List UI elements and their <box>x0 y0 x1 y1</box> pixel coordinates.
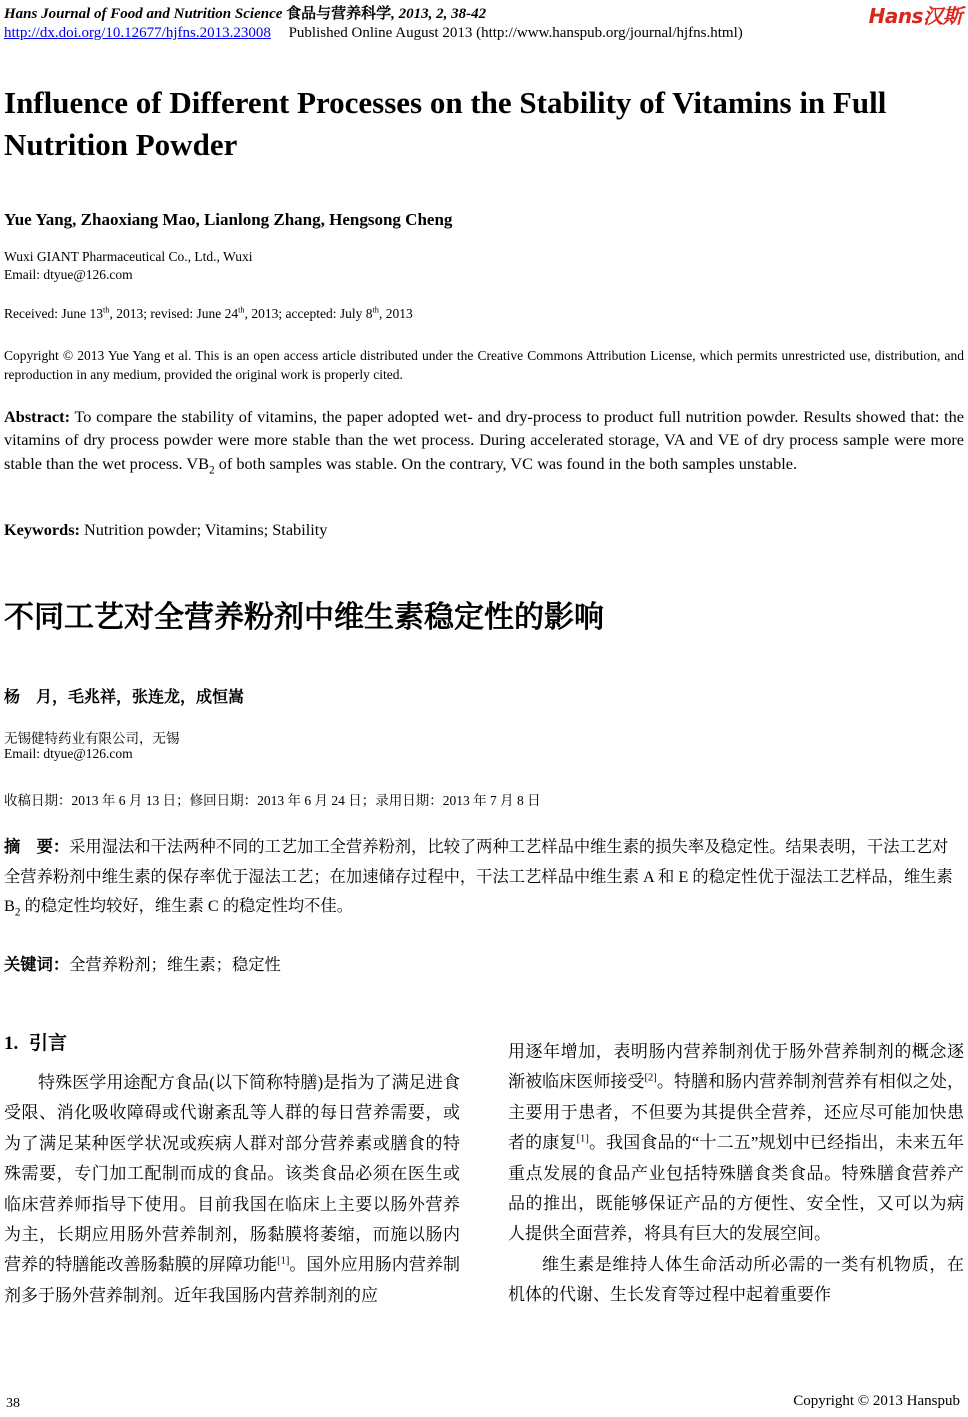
abstract-cn-text: 采用湿法和干法两种不同的工艺加工全营养粉剂，比较了两种工艺样品中维生素的损失率及稳定性。结果表明，干法工艺对全营养粉剂中维生素的保存率优于湿法工艺；在加速储存过程中，干法工艺样品中维生素 A 和 E 的稳定性优于湿法工艺样品，维生素 B <box>4 837 953 915</box>
abstract-cn <box>4 832 964 921</box>
revised-text: , 2013; revised: June 24 <box>109 306 239 321</box>
keywords-cn-text: 全营养粉剂；维生素；稳定性 <box>69 955 281 974</box>
paper-title-cn: 不同工艺对全营养粉剂中维生素稳定性的影响 <box>4 600 604 635</box>
abstract-text-end: of both samples was stable. On the contrary, VC was found in the both samples unstable. <box>214 453 798 473</box>
paragraph-text: 。我国食品的“十二五”规划中已经指出，未来五年重点发展的食品产业包括特殊膳食类食品。特殊膳食营养产品的推出，既能够保证产品的方便性、安全性，又可以为病人提供全面营养，将具有巨大的发展空间。 <box>508 1133 965 1244</box>
authors-cn: 杨 月，毛兆祥，张连龙，成恒嵩 <box>4 687 245 706</box>
email-en: Email: dtyue@126.com <box>4 267 133 282</box>
paragraph-text: 特殊医学用途配方食品(以下简称特膳)是指为了满足进食受限、消化吸收障碍或代谢紊乱等人群的每日营养需要，或为了满足某种医学状况或疾病人群对部分营养素或膳食的特殊需要，专门加工配制而成的食品。该类食品必须在医生或临床营养师指导下使用。目前我国在临床上主要以肠外营养为主，长期应用肠外营养制剂，肠黏膜将萎缩，而施以肠内营养的特膳能改善肠黏膜的屏障功能 <box>4 1073 460 1275</box>
ordinal-suffix: th <box>372 305 379 315</box>
published-online: Published Online August 2013 (http://www.hanspub.org/journal/hjfns.html) <box>288 25 743 41</box>
paper-title-en: Influence of Different Processes on the Stability of Vitamins in Full Nutrition Powder <box>4 85 887 162</box>
journal-citation: , 2013, 2, 38-42 <box>391 6 487 22</box>
affiliation-cn: 无锡健特药业有限公司，无锡 <box>4 731 180 746</box>
year-text: , 2013 <box>378 306 413 321</box>
received-dates-cn: 收稿日期：2013 年 6 月 13 日；修回日期：2013 年 6 月 24 日；录用日期：2013 年 7 月 8 日 <box>4 793 541 808</box>
ordinal-suffix: th <box>102 305 110 315</box>
keywords-en <box>4 520 327 540</box>
paragraph-text: 用逐年增加，表明肠内营养制剂优于肠外营养制剂的概念逐渐被临床医师接受 <box>508 1042 964 1092</box>
received-text: Received: June 13 <box>4 306 103 321</box>
journal-name-cn: 食品与营养科学 <box>286 6 392 22</box>
section-heading <box>4 1028 67 1055</box>
ordinal-suffix: th <box>238 305 245 315</box>
paragraph-text: 。国外应用肠内营养制剂多于肠外营养制剂。近年我国肠内营养制剂的应 <box>4 1255 461 1305</box>
paragraph-text: 。特膳和肠内营养制剂营养有相似之处，主要用于患者，不但要为其提供全营养，还应尽可能加快患者的康复 <box>508 1072 965 1153</box>
authors-en: Yue Yang, Zhaoxiang Mao, Lianlong Zhang, Hengsong Cheng <box>4 210 453 229</box>
section-title: 引言 <box>29 1032 68 1054</box>
keywords-cn-label: 关键词： <box>4 955 70 974</box>
page-number: 38 <box>6 1396 20 1411</box>
citation-ref[interactable]: [2] <box>644 1072 657 1084</box>
footer-copyright: Copyright © 2013 Hanspub <box>793 1393 960 1409</box>
abstract-en <box>4 405 964 475</box>
doi-line <box>4 25 743 42</box>
keywords-cn <box>4 951 281 975</box>
received-dates <box>4 306 413 322</box>
citation-ref[interactable]: [1] <box>277 1255 290 1267</box>
intro-paragraph-2: 维生素是维持人体生命活动所必需的一类有机物质，在机体的代谢、生长发育等过程中起着重要作 <box>508 1254 964 1305</box>
body-column-left <box>4 1068 460 1311</box>
citation-ref[interactable]: [1] <box>576 1133 589 1145</box>
accepted-text: , 2013; accepted: July 8 <box>244 306 373 321</box>
copyright-notice: Copyright © 2013 Yue Yang et al. This is an open access article distributed under the Creative Commons Attribution License, which permits unrestricted use, distribution, and reproduction in any medium, provided the original work is properly cited. <box>4 348 964 382</box>
abstract-cn-subscript: 2 <box>14 906 21 919</box>
abstract-label: Abstract: <box>4 407 71 426</box>
abstract-cn-label: 摘 要： <box>4 837 70 856</box>
hans-logo: Hans汉斯 <box>868 4 962 28</box>
intro-paragraph-1-cont <box>508 1037 964 1250</box>
intro-paragraph-1 <box>4 1068 460 1311</box>
body-column-right <box>508 1037 964 1311</box>
doi-link[interactable]: http://dx.doi.org/10.12677/hjfns.2013.23008 <box>4 25 271 41</box>
affiliation-en: Wuxi GIANT Pharmaceutical Co., Ltd., Wuxi <box>4 249 253 264</box>
journal-name-en: Hans Journal of Food and Nutrition Science <box>4 6 283 22</box>
keywords-label: Keywords: <box>4 520 80 539</box>
keywords-text: Nutrition powder; Vitamins; Stability <box>79 520 328 539</box>
section-number: 1. <box>4 1033 19 1054</box>
abstract-subscript: 2 <box>208 463 215 476</box>
journal-header <box>4 2 486 23</box>
abstract-text: To compare the stability of vitamins, the paper adopted wet- and dry-process to product full nutrition powder. Results showed that: the vitamins of dry process powder were more stable than the wet process. During accelerated storage, VA and VE of dry process sample were more stable than the wet process. VB <box>4 407 964 473</box>
email-cn: Email: dtyue@126.com <box>4 746 133 761</box>
abstract-cn-text-end: 的稳定性均较好，维生素 C 的稳定性均不佳。 <box>20 896 353 915</box>
